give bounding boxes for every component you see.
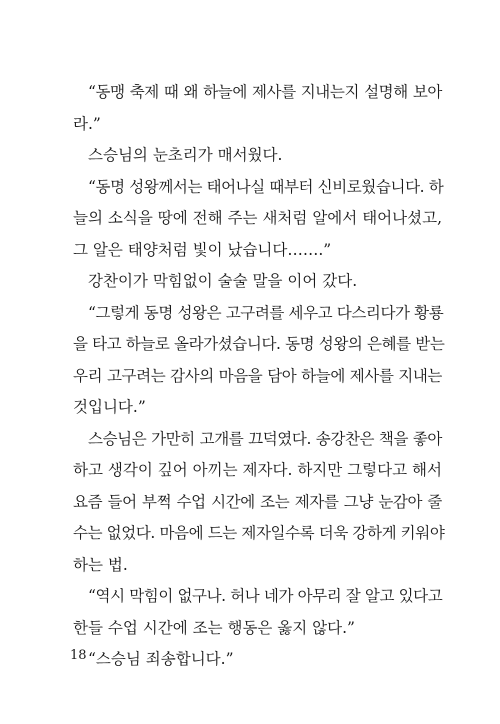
text-line: 스승님은 가만히 고개를 끄덕였다. 송강찬은 책을 좋아 bbox=[88, 429, 442, 448]
text-line: 강찬이가 막힘없이 술술 말을 이어 갔다. bbox=[88, 272, 358, 290]
text-line: 스승님의 눈초리가 매서웠다. bbox=[88, 146, 283, 164]
paragraph bbox=[70, 644, 442, 676]
paragraph bbox=[70, 298, 445, 424]
body-text bbox=[70, 77, 445, 676]
text-line: 하는 법. bbox=[73, 555, 128, 574]
text-line: 한들 수업 시간에 조는 행동은 옳지 않다.” bbox=[73, 618, 355, 637]
paragraph bbox=[70, 140, 442, 172]
paragraph bbox=[70, 581, 442, 644]
paragraph bbox=[70, 266, 442, 298]
page-number: 18 bbox=[70, 648, 87, 663]
text-line: 라.” bbox=[73, 114, 101, 133]
text-line: “그렇게 동명 성왕은 고구려를 세우고 다스리다가 황룡 bbox=[88, 303, 444, 322]
text-line: 늘의 소식을 땅에 전해 주는 새처럼 알에서 태어나셨고, bbox=[73, 209, 442, 227]
text-line: 것입니다.” bbox=[73, 398, 146, 416]
text-line: “역시 막힘이 없구나. 허나 네가 아무리 잘 알고 있다고 bbox=[88, 587, 443, 605]
paragraph bbox=[70, 424, 445, 582]
paragraph bbox=[70, 172, 442, 267]
text-line: 을 타고 하늘로 올라가셨습니다. 동명 성왕의 은혜를 받는 bbox=[73, 335, 445, 353]
text-line: “동명 성왕께서는 태어나실 때부터 신비로웠습니다. 하 bbox=[88, 177, 444, 196]
text-line: “스승님 죄송합니다.” bbox=[88, 650, 234, 668]
text-line: “동맹 축제 때 왜 하늘에 제사를 지내는지 설명해 보아 bbox=[88, 83, 442, 101]
text-line: 요즘 들어 부쩍 수업 시간에 조는 제자를 그냥 눈감아 줄 bbox=[73, 492, 442, 511]
text-line: 하고 생각이 깊어 아끼는 제자다. 하지만 그렇다고 해서 bbox=[73, 461, 442, 479]
text-line: 수는 없었다. 마음에 드는 제자일수록 더욱 강하게 키워야 bbox=[73, 524, 445, 542]
text-line: 우리 고구려는 감사의 마음을 담아 하늘에 제사를 지내는 bbox=[73, 366, 442, 385]
paragraph bbox=[70, 77, 442, 140]
text-line: 그 알은 태양처럼 빛이 났습니다…….” bbox=[73, 240, 332, 259]
